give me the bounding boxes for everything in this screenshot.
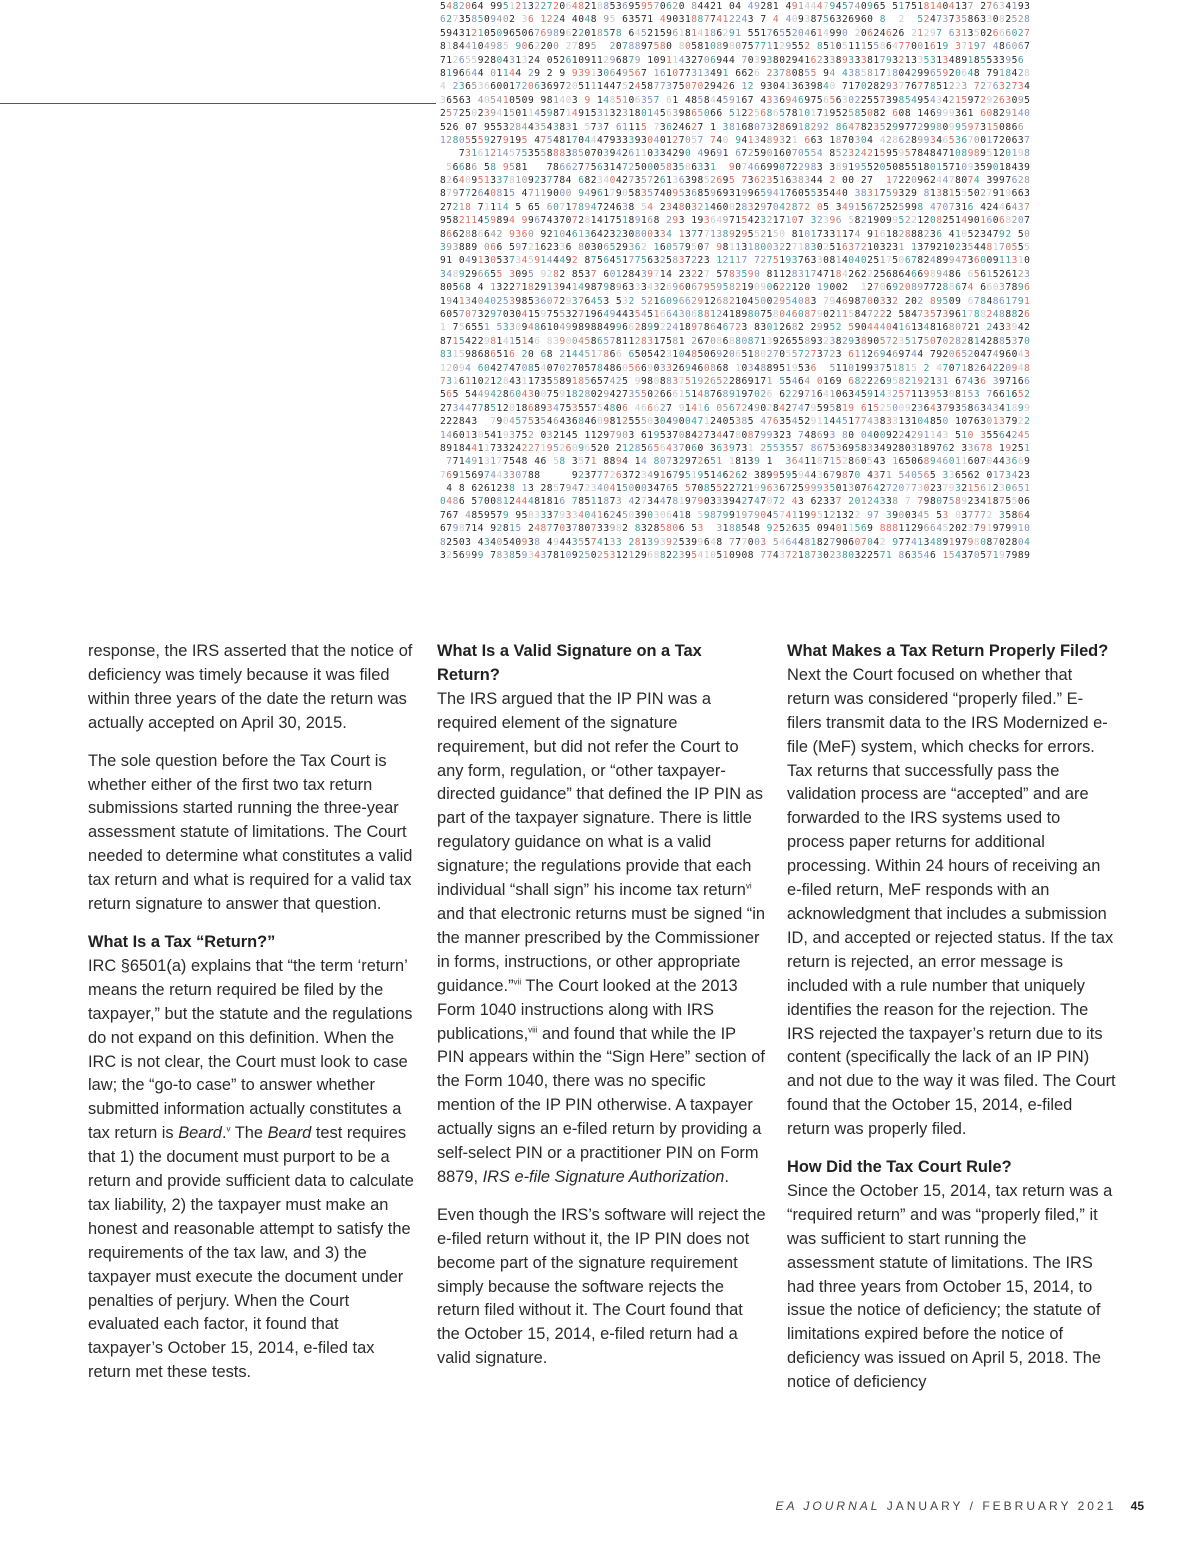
digit-row: 12094 6042747085407027057848605669033269460868 1034889519536 51101993751815 2 470718264220948 <box>440 362 1031 374</box>
digit-row: 6798714 92815 2487703780733982 83285806 53 3188548 9252635 094011569 888112966452023791979910 <box>440 523 1031 535</box>
digit-row: 7691569744330788 9237772637234916795195146262 38995959443679870 4371 540565 336562 0173423 <box>440 469 1031 481</box>
digit-row: 1 756551 5330948610499898849966289922418978646723 83012682 29952 590444041613481680721 2433942 <box>440 322 1031 334</box>
paragraph: Next the Court focused on whether that return was considered “properly filed.” E-filers transmit data to the IRS Modernized e-file (MeF) system, which checks for errors. Tax returns that successfully pass the validation process are “accepted” and are forwarded to the IRS systems used to process paper returns for additional processing. Within 24 hours of receiving an e-filed return, MeF responds with an acknowledgment that includes a submission ID, and accepted or rejected status. If the tax return is rejected, an error message is included with a rule number that uniquely identifies the reason for the rejection. The IRS rejected the taxpayer’s return due to its content (specifically the lack of an IP PIN) and not due to the way it was filed. The Court found that the October 15, 2014, e-filed return was properly filed. <box>787 665 1116 1139</box>
issue-date: JANUARY / FEBRUARY 2021 <box>886 1499 1117 1513</box>
digit-row: 273447785120186893475355754806 466627 91416 0567249028427479595819 615250092364379358634341899 <box>440 402 1031 414</box>
case-name: Beard <box>178 1124 222 1143</box>
digit-row: 222843 790457535464368460981255503049004712405385 476354529114451774383313104850 107630137922 <box>440 416 1031 428</box>
digit-row: 831598686516 20 68 2144517866 6505423104850692065180270557273723 611269469744 7920652047496043 <box>440 349 1031 361</box>
digit-row: 605707329703041597553271964944354516643068812418980758046087902115847222 584735739617882488826 <box>440 308 1031 320</box>
paragraph: The IRS argued that the IP PIN was a required element of the signature requirement, but did not refer the Court to any form, regulation, or “other taxpayer-directed guidance” that defined the IP PIN as part of the taxpayer signature. There is little regulatory guidance on what is a valid signature; the regulations provide that each individual “shall sign” his income tax return$^{vi}$ and that electronic returns must be signed “in the manner prescribed by the Commissioner in forms, instructions, or other appropriate guidance.”$^{vii}$ The Court looked at the 2013 Form 1040 instructions along with IRS publications,$^{viii}$ and found that while the IP PIN appears within the “Sign Here” section of the Form 1040, there was no specific mention of the IP PIN otherwise. A taxpayer actually signs an e-filed return by providing a self-select PIN or a practitioner PIN on Form 8879, IRS e-file Signature Authorization. <box>437 689 765 1186</box>
digit-row: 8715422981415146 8390045865781128317581 267086880871392655893238293890572351750702828142885370 <box>440 335 1031 347</box>
digit-row: 0486 570081244481816 78511873 4273447819790333942747072 43 62337 20124338 7 798075892341875506 <box>440 496 1031 508</box>
footnote-ref: vii <box>513 977 522 987</box>
digit-row: 565 5449428604300759182802942735502666151487689197026 62297164106345914325711395308153 7661652 <box>440 389 1031 401</box>
paragraph: Since the October 15, 2014, tax return was a “required return” and was “properly filed,” it was sufficient to start running the assessment statute of limitations. The IRS had three years from October 15, 2014, to issue the notice of deficiency; the statute of limitations expired before the notice of deficiency was issued on April 5, 2018. The notice of deficiency <box>787 1181 1113 1392</box>
paragraph: Even though the IRS’s software will reject the e-filed return without it, the IP PIN does not become part of the signature requirement simply because the software rejects the return filed without it. The Court found that the October 15, 2014, e-filed return had a valid signature. <box>437 1205 766 1368</box>
section-heading: What Is a Tax “Return?” <box>88 932 276 951</box>
section-heading: How Did the Tax Court Rule? <box>787 1158 1012 1177</box>
digit-row: 4 236536600172063697205111447524587737507029426 12 930413639840 71702829377677851223 727632734 <box>440 81 1031 93</box>
digit-row: 3489296655 3095 9282 8537 60128439714 23227 5783590 8112831747184262225686466989486 6561526123 <box>440 268 1031 280</box>
digit-row: 7316121457535588838507039426110334290 49691 67259016070554 85232421595957848471089895120198 <box>458 148 1031 160</box>
paragraph: response, the IRS asserted that the notice of deficiency was timely because it was filed within three years of the date the return was actually accepted on April 30, 2015. <box>88 642 413 732</box>
magazine-title: EA JOURNAL <box>775 1499 881 1513</box>
digit-row: 194134040253985360729376453 532 5216096629126821045002954083 794698700332 202 89509 6784861791 <box>440 295 1031 307</box>
digit-row: 12805559279195 475481704447933393040127057 740 9413489321 663 1870304 428628993465367001720637 <box>440 134 1031 146</box>
digit-row: 8662886642 9360 921046136423230800334 13777138929552150 81017331174 916182888236 4105234792 50 <box>440 228 1031 240</box>
footnote-ref: viii <box>528 1025 538 1035</box>
digit-row: 27218 71114 5 65 60717894724638 54 234803214600283297042872 05 34915672525998 4707316 42446437 <box>440 201 1031 213</box>
digit-row: 627358509402 36 1224 4048 95 63571 490318877412243 7 4 40938756326960 8 2 524737358633082528 <box>440 14 1031 26</box>
digit-row: 81844104985 9062200 27895 2078897580 805810898075771129552 851051115586477001619 37197 486067 <box>440 41 1031 53</box>
digit-row: 8196644 01144 29 2 9 939130649567 161077313491 6626 23780855 94 4385817180429965920648 7918428 <box>440 67 1031 79</box>
digit-row: 3256999 783859343781092502531212968822395410510908 774372187302380322571 863546 15437057197989 <box>440 550 1031 562</box>
digit-row: 82503 4340540938 494435574133 281393925399648 777003 546448182790607042 9774134891979808702804 <box>440 536 1031 548</box>
digit-row: 59431210509650676989622018578 645215961814186291 5517655204614990 20624626 21297 6313502666027 <box>440 27 1031 39</box>
digit-row: 257250239415011459871491531323180145639865066 5122568657810171952585082 608 146999361 60829140 <box>440 108 1031 120</box>
digit-row: 91 0491305373459144492 87564517756325837223 12117 72751937633081404025175067824899473600911310 <box>440 255 1031 267</box>
divider-line <box>0 103 436 104</box>
digit-row: 826409513378109237784 6823404273572613639852695 7362351638344 2 00 27 172209624478074 3997628 <box>440 175 1031 187</box>
section-heading: What Is a Valid Signature on a Tax Return? <box>437 642 702 684</box>
paragraph: IRC §6501(a) explains that “the term ‘return’ means the return required be filed by the taxpayer,” but the statute and the regulations do not expand on this definition. When the IRC is not clear, the Court must look to case law; the “go-to case” to answer whether submitted information actually constitutes a tax return is Beard.$^v$ The Beard test requires that 1) the document must purport to be a return and provide sufficient data to calculate tax liability, 2) the taxpayer must make an honest and reasonable attempt to satisfy the requirements of the tax law, and 3) the taxpayer must execute the document under penalties of perjury. When the Court evaluated each factor, it found that taxpayer’s October 15, 2014, e-filed tax return met these tests. <box>88 956 414 1382</box>
digit-row: 526 07 955328443543831 5737 61115 73624627 1 38168073286918292 864782352997729980995973150866 <box>440 121 1025 133</box>
digit-row: 5482064 9951213227206482188536959570620 84421 04 49281 4914447945740965 5175181404137 27634193 <box>440 1 1031 12</box>
digit-row: 7714913177548 46 58 3571 8894 14 80732972651 18139 1 3641187152860543 1650689460116070443669 <box>446 456 1031 468</box>
digit-row: 146013054193752 032145 11297903 619537084273447808799323 748693 80 04009224291143 510 35564245 <box>440 429 1031 441</box>
digit-row: 958211459894 9967437072814175189168 293 193649715423217107 32396 58219099522120825149016068207 <box>440 215 1031 227</box>
digit-row: 56686 58 9581 786627756314725000583586331 907466990722983 38919552050855180157109359018439 <box>446 161 1031 173</box>
digit-row: 7126559280431324 052610911296879 10911432706944 703938029416233893338179321335313489185533956 <box>440 54 1025 66</box>
article-column-1 <box>88 640 416 1399</box>
article-column-3 <box>787 640 1117 1409</box>
number-grid-artwork <box>440 0 1100 572</box>
digit-row: 891844117332422719526096520 21285656437060 3639731 2553557 86753695833492803189762 33678 19251 <box>440 442 1031 454</box>
article-column-2 <box>437 640 767 1385</box>
digit-row: 4 8 6261238 13 2857947234041500034765 5708552272199636725999350130764272077302379321561230651 <box>446 483 1031 495</box>
case-name: Beard <box>267 1124 312 1143</box>
digit-row: 36563 405410509 981403 9 1485106357 61 48584459167 4336946975656302255739854954342159729263095 <box>440 94 1031 106</box>
page-number: 45 <box>1130 1499 1144 1513</box>
form-title: IRS e-file Signature Authorization <box>482 1167 725 1186</box>
section-heading: What Makes a Tax Return Properly Filed? <box>787 642 1109 660</box>
digit-row: 731611021284311735589185657425 9980883751926522869171 55464 0169 6822269582192131 67436 397166 <box>440 375 1031 387</box>
footnote-ref: v <box>226 1124 231 1134</box>
digit-row: 393889 066 5972162336 80306529362 160579507 981131800322718302516372103231 1379210235448170555 <box>440 242 1031 254</box>
page-footer <box>776 1499 1144 1513</box>
digit-row: 879772640815 47119000 9496179058357409536859693199659417605535440 3831759329 81381555027919663 <box>440 188 1031 200</box>
digit-row: 767 4859579 9583337933404162450390306418 59879919790457411995121322 97 3900345 53 037772 35864 <box>440 509 1031 521</box>
paragraph: The sole question before the Tax Court is whether either of the first two tax return submissions started running the three-year assessment statute of limitations. The Court needed to determine what constitutes a valid tax return and what is required for a valid tax return signature to answer that question. <box>88 751 413 914</box>
footnote-ref: vi <box>745 881 752 891</box>
digit-row: 80568 4 132271829139414987989633343269606795958219090622120 19002 127069208977288674 66037896 <box>440 282 1031 294</box>
